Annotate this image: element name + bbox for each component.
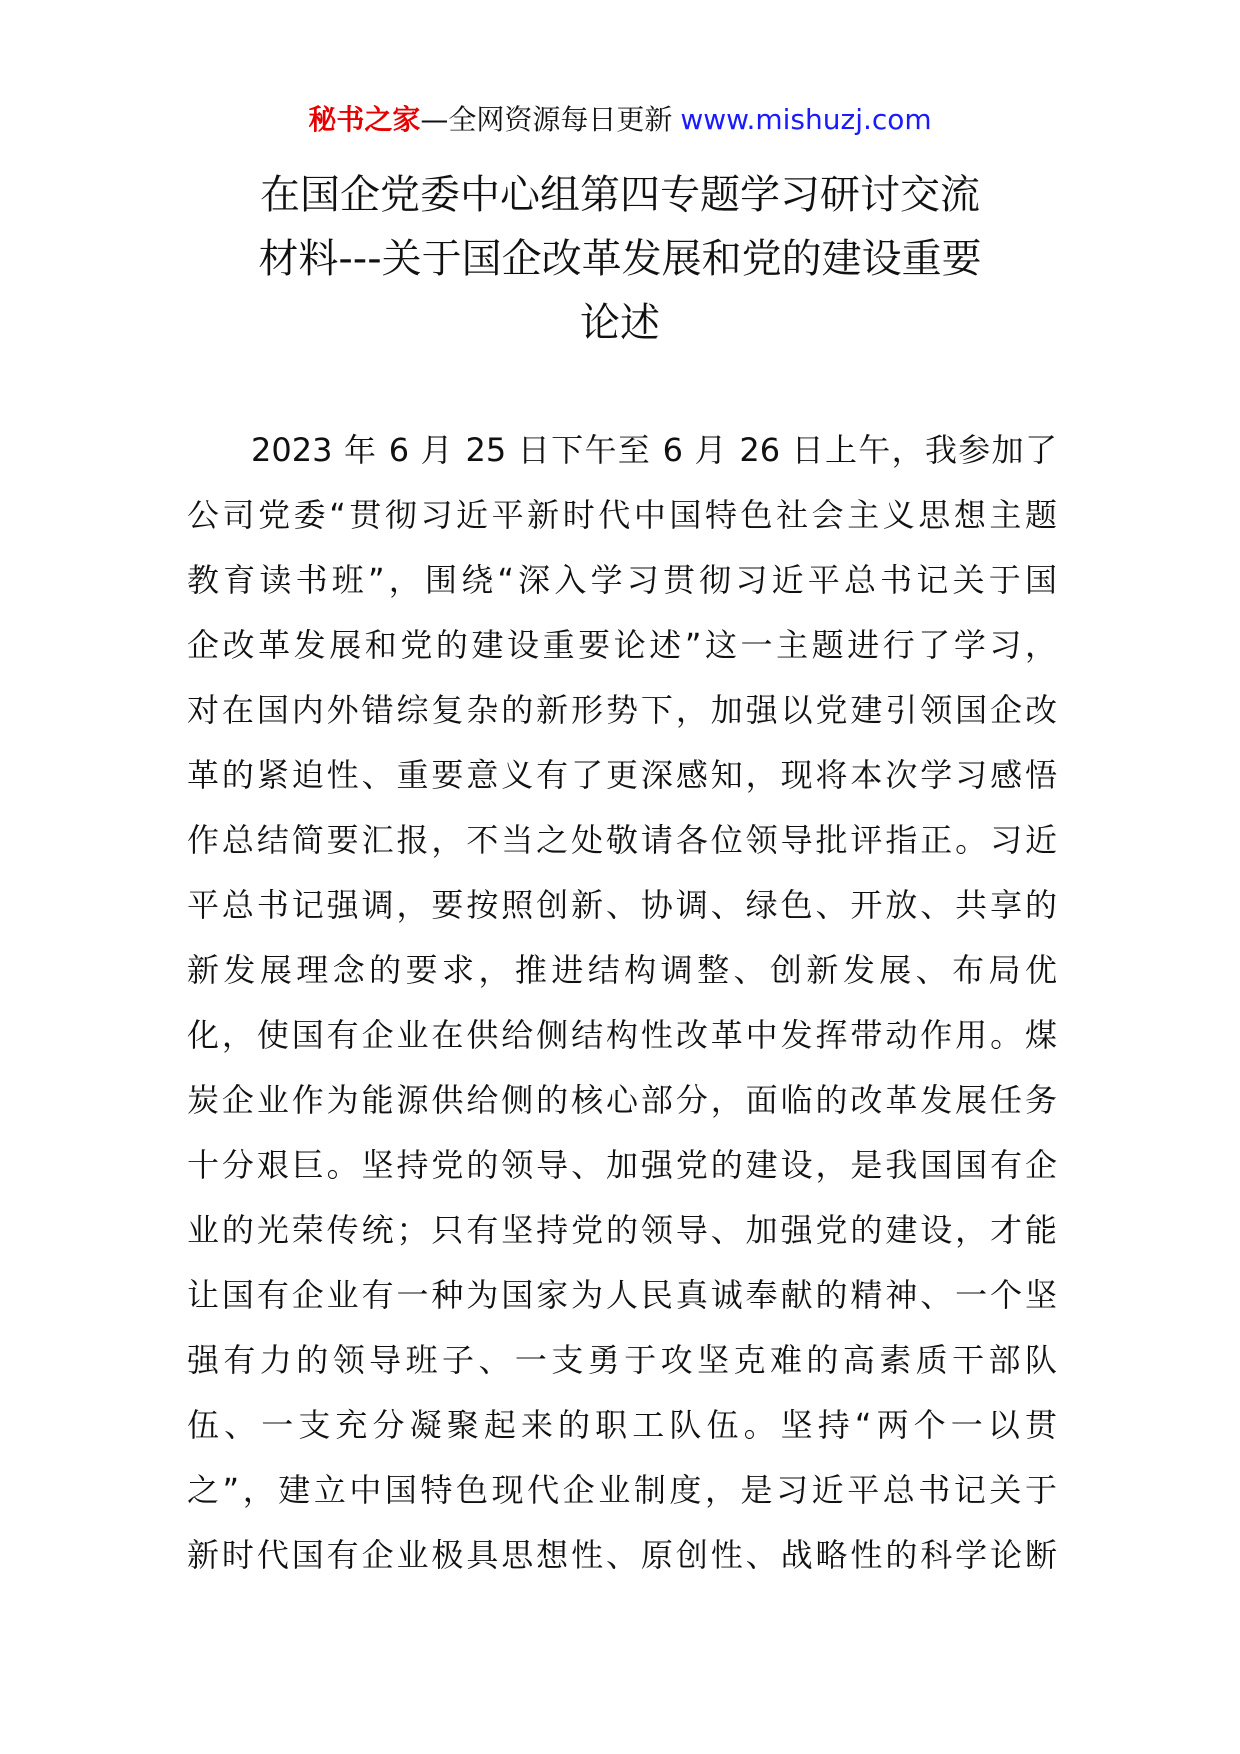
- title-line: 材料---关于国企改革发展和党的建设重要: [258, 236, 982, 282]
- title-line: 在国企党委中心组第四专题学习研讨交流: [260, 172, 980, 218]
- body-line: 作总结简要汇报，不当之处敬请各位领导批评指正。习近: [187, 821, 1057, 859]
- body-line: 新时代国有企业极具思想性、原创性、战略性的科学论断: [187, 1536, 1057, 1574]
- body-line: 强有力的领导班子、一支勇于攻坚克难的高素质干部队: [187, 1341, 1057, 1379]
- site-url-link[interactable]: www.mishuzj.com: [680, 103, 932, 136]
- brand-name: 秘书之家: [308, 103, 421, 136]
- body-line: 2023 年 6 月 25 日下午至 6 月 26 日上午，我参加了: [251, 431, 1057, 469]
- body-line: 让国有企业有一种为国家为人民真诚奉献的精神、一个坚: [187, 1276, 1057, 1314]
- body-line: 革的紧迫性、重要意义有了更深感知，现将本次学习感悟: [187, 756, 1057, 794]
- title-line: 论述: [580, 300, 660, 346]
- document-body: [187, 418, 1057, 1588]
- body-line: 教育读书班”，围绕“深入学习贯彻习近平总书记关于国: [187, 561, 1057, 599]
- body-line: 企改革发展和党的建设重要论述”这一主题进行了学习，: [187, 626, 1057, 664]
- body-line: 新发展理念的要求，推进结构调整、创新发展、布局优: [187, 951, 1057, 989]
- body-line: 平总书记强调，要按照创新、协调、绿色、开放、共享的: [187, 886, 1057, 924]
- body-line: 之”，建立中国特色现代企业制度，是习近平总书记关于: [187, 1471, 1057, 1509]
- body-line: 炭企业作为能源供给侧的核心部分，面临的改革发展任务: [187, 1081, 1057, 1119]
- body-line: 伍、一支充分凝聚起来的职工队伍。坚持“两个一以贯: [187, 1406, 1057, 1444]
- body-line: 化，使国有企业在供给侧结构性改革中发挥带动作用。煤: [187, 1016, 1057, 1054]
- body-line: 对在国内外错综复杂的新形势下，加强以党建引领国企改: [187, 691, 1057, 729]
- header-tagline: —全网资源每日更新: [420, 103, 673, 136]
- document-title: [160, 163, 1080, 355]
- body-line: 业的光荣传统；只有坚持党的领导、加强党的建设，才能: [187, 1211, 1057, 1249]
- body-line: 十分艰巨。坚持党的领导、加强党的建设，是我国国有企: [187, 1146, 1057, 1184]
- site-header: [0, 100, 1240, 140]
- body-line: 公司党委“贯彻习近平新时代中国特色社会主义思想主题: [187, 496, 1057, 534]
